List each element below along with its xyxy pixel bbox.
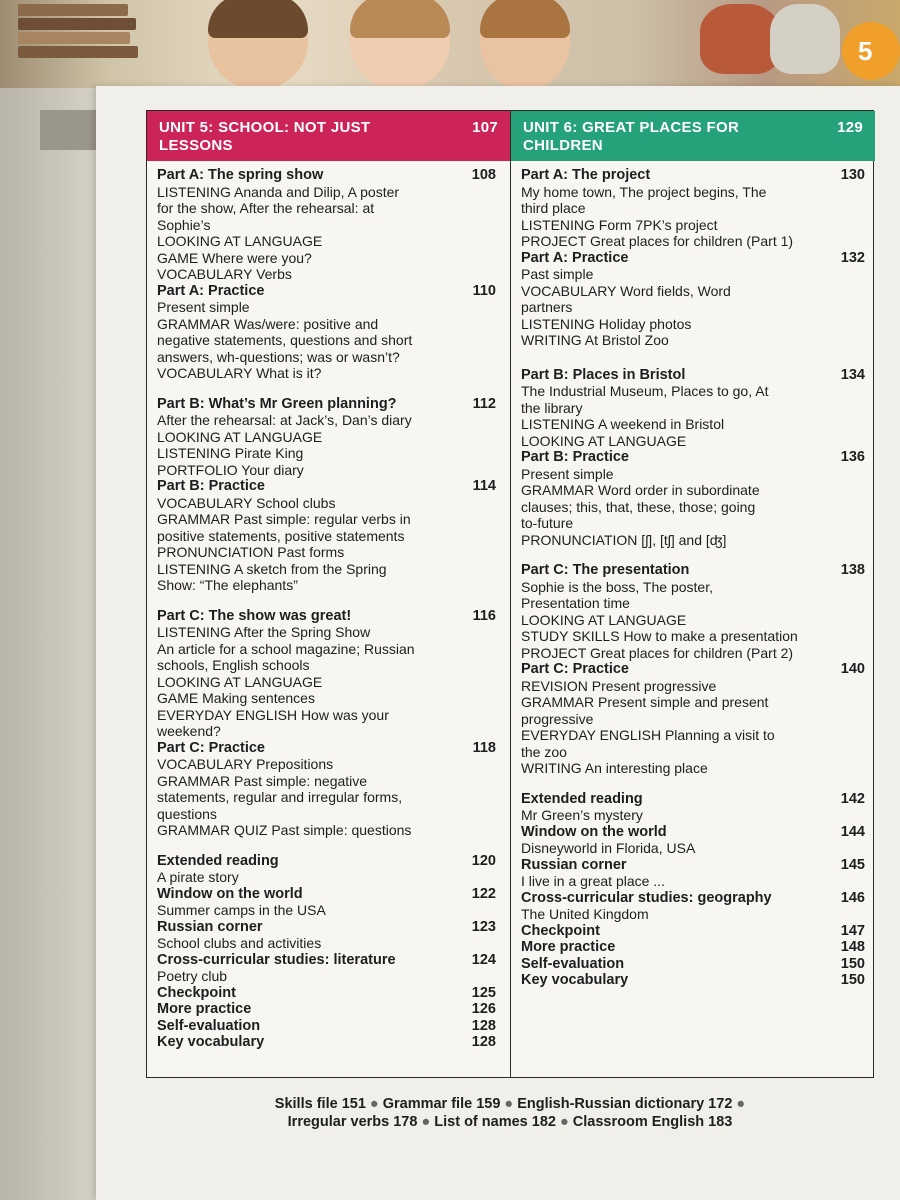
entry-heading: Self-evaluation (157, 1017, 261, 1034)
entry-page-number: 112 (472, 395, 496, 412)
contents-table (146, 110, 874, 1078)
entry-page-number: 126 (471, 1001, 496, 1017)
entry-page-number: 130 (840, 167, 865, 183)
entry-line: positive statements, positive statements (157, 527, 405, 544)
entry-heading: Part B: Practice (157, 478, 265, 494)
entry-line: My home town, The project begins, The (521, 183, 767, 200)
entry-line: PRONUNCIATION [ʃ], [tʃ] and [ʤ] (521, 531, 727, 548)
entry-line: LISTENING After the Spring Show (157, 624, 371, 640)
entry-line: GRAMMAR Past simple: regular verbs in (157, 511, 411, 527)
child-photo (350, 0, 450, 88)
entry-heading: Checkpoint (157, 984, 236, 1001)
entry-line: EVERYDAY ENGLISH How was your (157, 706, 389, 723)
pottery-photo (700, 4, 780, 74)
unit-page: 107 (472, 119, 498, 136)
books-illustration (18, 32, 130, 44)
child-photo (208, 0, 308, 88)
entry-heading: More practice (157, 1001, 252, 1017)
entry-page-number: 150 (840, 972, 865, 988)
entry-line: GRAMMAR Past simple: negative (157, 772, 368, 789)
entry-page-number: 148 (840, 939, 865, 955)
entry-page-number: 150 (840, 955, 865, 972)
entry-heading: Part C: The show was great! (157, 607, 352, 624)
entry-heading: Extended reading (521, 790, 643, 807)
entry-page-number: 145 (840, 856, 865, 873)
contents-entry (511, 923, 875, 940)
entry-line: The Industrial Museum, Places to go, At (521, 383, 769, 399)
entry-line: Show: “The elephants” (157, 577, 298, 593)
bullet-separator: ● (365, 1096, 383, 1112)
contents-entry (147, 1001, 510, 1018)
entry-line: LOOKING AT LANGUAGE (157, 673, 323, 690)
entry-line: VOCABULARY Prepositions (157, 756, 334, 772)
entry-line: Disneyworld in Florida, USA (521, 840, 696, 856)
entry-line: LOOKING AT LANGUAGE (521, 611, 687, 628)
entry-heading: Checkpoint (521, 922, 600, 939)
entry-line: weekend? (157, 723, 221, 739)
entry-page-number: 122 (471, 885, 496, 902)
reference-item: Grammar file 159 (382, 1096, 501, 1112)
entry-page-number: 123 (471, 918, 496, 935)
entry-line: Present simple (157, 299, 250, 315)
contents-entry (511, 562, 875, 661)
entry-line: PROJECT Great places for children (Part 2) (521, 644, 794, 661)
entry-page-number: 134 (840, 366, 865, 383)
entry-heading: Part A: Practice (157, 282, 265, 299)
entry-line: Presentation time (521, 595, 630, 611)
entry-line: VOCABULARY Verbs (157, 266, 292, 282)
entry-line: progressive (521, 710, 594, 727)
entry-line: Past simple (521, 266, 594, 282)
entry-line: VOCABULARY School clubs (157, 494, 336, 511)
child-photo (480, 0, 570, 88)
contents-entry (511, 449, 875, 548)
entry-heading: Russian corner (521, 856, 627, 873)
books-illustration (18, 4, 128, 16)
contents-entry (511, 857, 875, 890)
entry-heading: Self-evaluation (521, 955, 625, 972)
entry-line: GRAMMAR Was/were: positive and (157, 315, 379, 332)
entry-line: LISTENING Holiday photos (521, 315, 692, 332)
entry-line: STUDY SKILLS How to make a presentation (521, 628, 798, 644)
entry-line: LOOKING AT LANGUAGE (157, 428, 323, 445)
entry-page-number: 128 (471, 1017, 496, 1034)
entry-line: VOCABULARY Word fields, Word (521, 282, 731, 299)
contents-entry (147, 919, 510, 952)
unit-5-header (147, 111, 510, 161)
entry-line: LISTENING A weekend in Bristol (521, 416, 725, 432)
contents-entry (147, 1034, 510, 1051)
entry-heading: Part C: The presentation (521, 562, 690, 578)
entry-line: schools, English schools (157, 657, 310, 673)
entry-page-number: 120 (471, 852, 496, 869)
books-illustration (18, 46, 138, 58)
entry-line: GRAMMAR Present simple and present (521, 694, 769, 710)
reference-item: Skills file 151 (274, 1096, 366, 1112)
entry-line: PRONUNCIATION Past forms (157, 544, 345, 560)
entry-heading: Part C: Practice (521, 661, 629, 677)
entry-line: REVISION Present progressive (521, 677, 717, 694)
entry-line: LISTENING A sketch from the Spring (157, 560, 387, 577)
entry-line: The United Kingdom (521, 906, 649, 922)
unit-5-column (147, 111, 511, 1077)
entry-page-number: 142 (840, 790, 865, 807)
contents-entry (511, 791, 875, 824)
entry-line: An article for a school magazine; Russian (157, 640, 415, 657)
contents-entry (147, 478, 510, 594)
entry-heading: Part B: Practice (521, 449, 629, 465)
footer-references-line-2 (146, 1114, 874, 1130)
contents-entry (147, 167, 510, 283)
header-photo-banner (0, 0, 900, 88)
pottery-photo (770, 4, 840, 74)
contents-entry (147, 608, 510, 740)
entry-heading: More practice (521, 939, 616, 955)
unit-5-entries (147, 161, 510, 1051)
entry-line: PORTFOLIO Your diary (157, 461, 304, 478)
entry-line: Sophie is the boss, The poster, (521, 578, 713, 595)
entry-line: the library (521, 399, 583, 416)
contents-entry (511, 824, 875, 857)
entry-line: I live in a great place ... (521, 873, 665, 889)
entry-heading: Part B: What’s Mr Green planning? (157, 395, 397, 412)
entry-line: answers, wh-questions; was or wasn’t? (157, 348, 400, 365)
entry-line: GRAMMAR QUIZ Past simple: questions (157, 822, 412, 838)
entry-line: questions (157, 805, 217, 822)
entry-line: LISTENING Pirate King (157, 445, 304, 461)
contents-entry (511, 890, 875, 923)
entry-line: LOOKING AT LANGUAGE (521, 432, 687, 449)
entry-page-number: 140 (840, 661, 865, 677)
entry-line: LOOKING AT LANGUAGE (157, 233, 323, 249)
footer-references-line-1 (146, 1096, 874, 1112)
entry-line: GAME Where were you? (157, 249, 312, 266)
entry-page-number: 114 (472, 478, 496, 494)
entry-line: A pirate story (157, 869, 239, 885)
contents-entry (511, 939, 875, 956)
entry-heading: Window on the world (521, 823, 667, 840)
entry-line: School clubs and activities (157, 935, 322, 951)
entry-line: third place (521, 200, 586, 216)
entry-line: WRITING At Bristol Zoo (521, 332, 669, 348)
entry-heading: Part A: The project (521, 167, 651, 183)
entry-line: WRITING An interesting place (521, 760, 708, 776)
entry-page-number: 132 (840, 249, 865, 266)
contents-entry (511, 167, 875, 250)
reference-item: List of names 182 (434, 1114, 556, 1130)
contents-entry (511, 661, 875, 777)
entry-heading: Window on the world (157, 885, 303, 902)
entry-heading: Russian corner (157, 918, 263, 935)
entry-page-number: 108 (471, 167, 496, 183)
entry-line: After the rehearsal: at Jack’s, Dan’s diary (157, 412, 412, 428)
contents-entry (511, 972, 875, 989)
entry-heading: Extended reading (157, 852, 279, 869)
reference-item: Classroom English 183 (572, 1114, 733, 1130)
contents-entry (147, 985, 510, 1002)
entry-page-number: 147 (840, 922, 865, 939)
entry-heading: Part A: The spring show (157, 167, 324, 183)
entry-page-number: 128 (471, 1034, 496, 1050)
entry-line: GAME Making sentences (157, 690, 315, 706)
entry-page-number: 144 (840, 823, 865, 840)
entry-line: for the show, After the rehearsal: at (157, 200, 375, 216)
contents-entry (147, 886, 510, 919)
unit-6-header (511, 111, 875, 161)
entry-page-number: 125 (471, 984, 496, 1001)
contents-entry (147, 740, 510, 839)
entry-line: to-future (521, 515, 574, 531)
entry-line: clauses; this, that, these, those; going (521, 498, 756, 515)
contents-entry (147, 283, 510, 382)
unit-title: UNIT 6: GREAT PLACES FOR CHILDREN (523, 119, 740, 154)
contents-entry (147, 396, 510, 479)
entry-line: Mr Green’s mystery (521, 807, 643, 823)
contents-entry (147, 1018, 510, 1035)
bullet-separator: ● (417, 1114, 435, 1130)
contents-entry (511, 367, 875, 450)
bullet-separator: ● (500, 1096, 518, 1112)
entry-heading: Key vocabulary (157, 1034, 265, 1050)
unit-6-entries (511, 161, 875, 989)
entry-line: Sophie’s (157, 216, 211, 233)
entry-line: EVERYDAY ENGLISH Planning a visit to (521, 727, 775, 743)
reference-item: English-Russian dictionary 172 (517, 1096, 733, 1112)
entry-page-number: 136 (840, 449, 865, 465)
entry-heading: Cross-curricular studies: literature (157, 951, 396, 968)
entry-line: GRAMMAR Word order in subordinate (521, 482, 760, 498)
bullet-separator: ● (732, 1096, 746, 1112)
entry-line: LISTENING Ananda and Dilip, A poster (157, 183, 400, 200)
entry-page-number: 138 (840, 562, 865, 578)
entry-line: Summer camps in the USA (157, 902, 326, 918)
entry-page-number: 116 (472, 607, 496, 624)
contents-entry (511, 956, 875, 973)
entry-heading: Key vocabulary (521, 972, 629, 988)
entry-line: the zoo (521, 743, 567, 760)
entry-page-number: 146 (840, 889, 865, 906)
unit-title: UNIT 5: SCHOOL: NOT JUST LESSONS (159, 119, 371, 154)
entry-heading: Part C: Practice (157, 739, 265, 756)
entry-line: statements, regular and irregular forms, (157, 789, 403, 805)
contents-entry (147, 853, 510, 886)
entry-heading: Cross-curricular studies: geography (521, 889, 772, 906)
entry-line: partners (521, 299, 573, 315)
entry-line: Present simple (521, 465, 614, 482)
book-spine-shadow (0, 88, 96, 1200)
entry-page-number: 110 (472, 282, 496, 299)
contents-entry (511, 250, 875, 349)
unit-page: 129 (837, 119, 863, 136)
books-illustration (18, 18, 136, 30)
entry-heading: Part B: Places in Bristol (521, 366, 686, 383)
contents-entry (147, 952, 510, 985)
entry-line: LISTENING Form 7PK’s project (521, 216, 718, 233)
entry-line: negative statements, questions and short (157, 332, 413, 348)
entry-page-number: 118 (472, 739, 496, 756)
entry-line: VOCABULARY What is it? (157, 365, 322, 381)
entry-heading: Part A: Practice (521, 249, 629, 266)
page-number-badge: 5 (842, 22, 900, 80)
entry-line: Poetry club (157, 968, 228, 984)
reference-item: Irregular verbs 178 (287, 1114, 418, 1130)
entry-page-number: 124 (471, 951, 496, 968)
unit-6-column (511, 111, 875, 1077)
entry-line: PROJECT Great places for children (Part 1) (521, 233, 794, 249)
bullet-separator: ● (555, 1114, 573, 1130)
